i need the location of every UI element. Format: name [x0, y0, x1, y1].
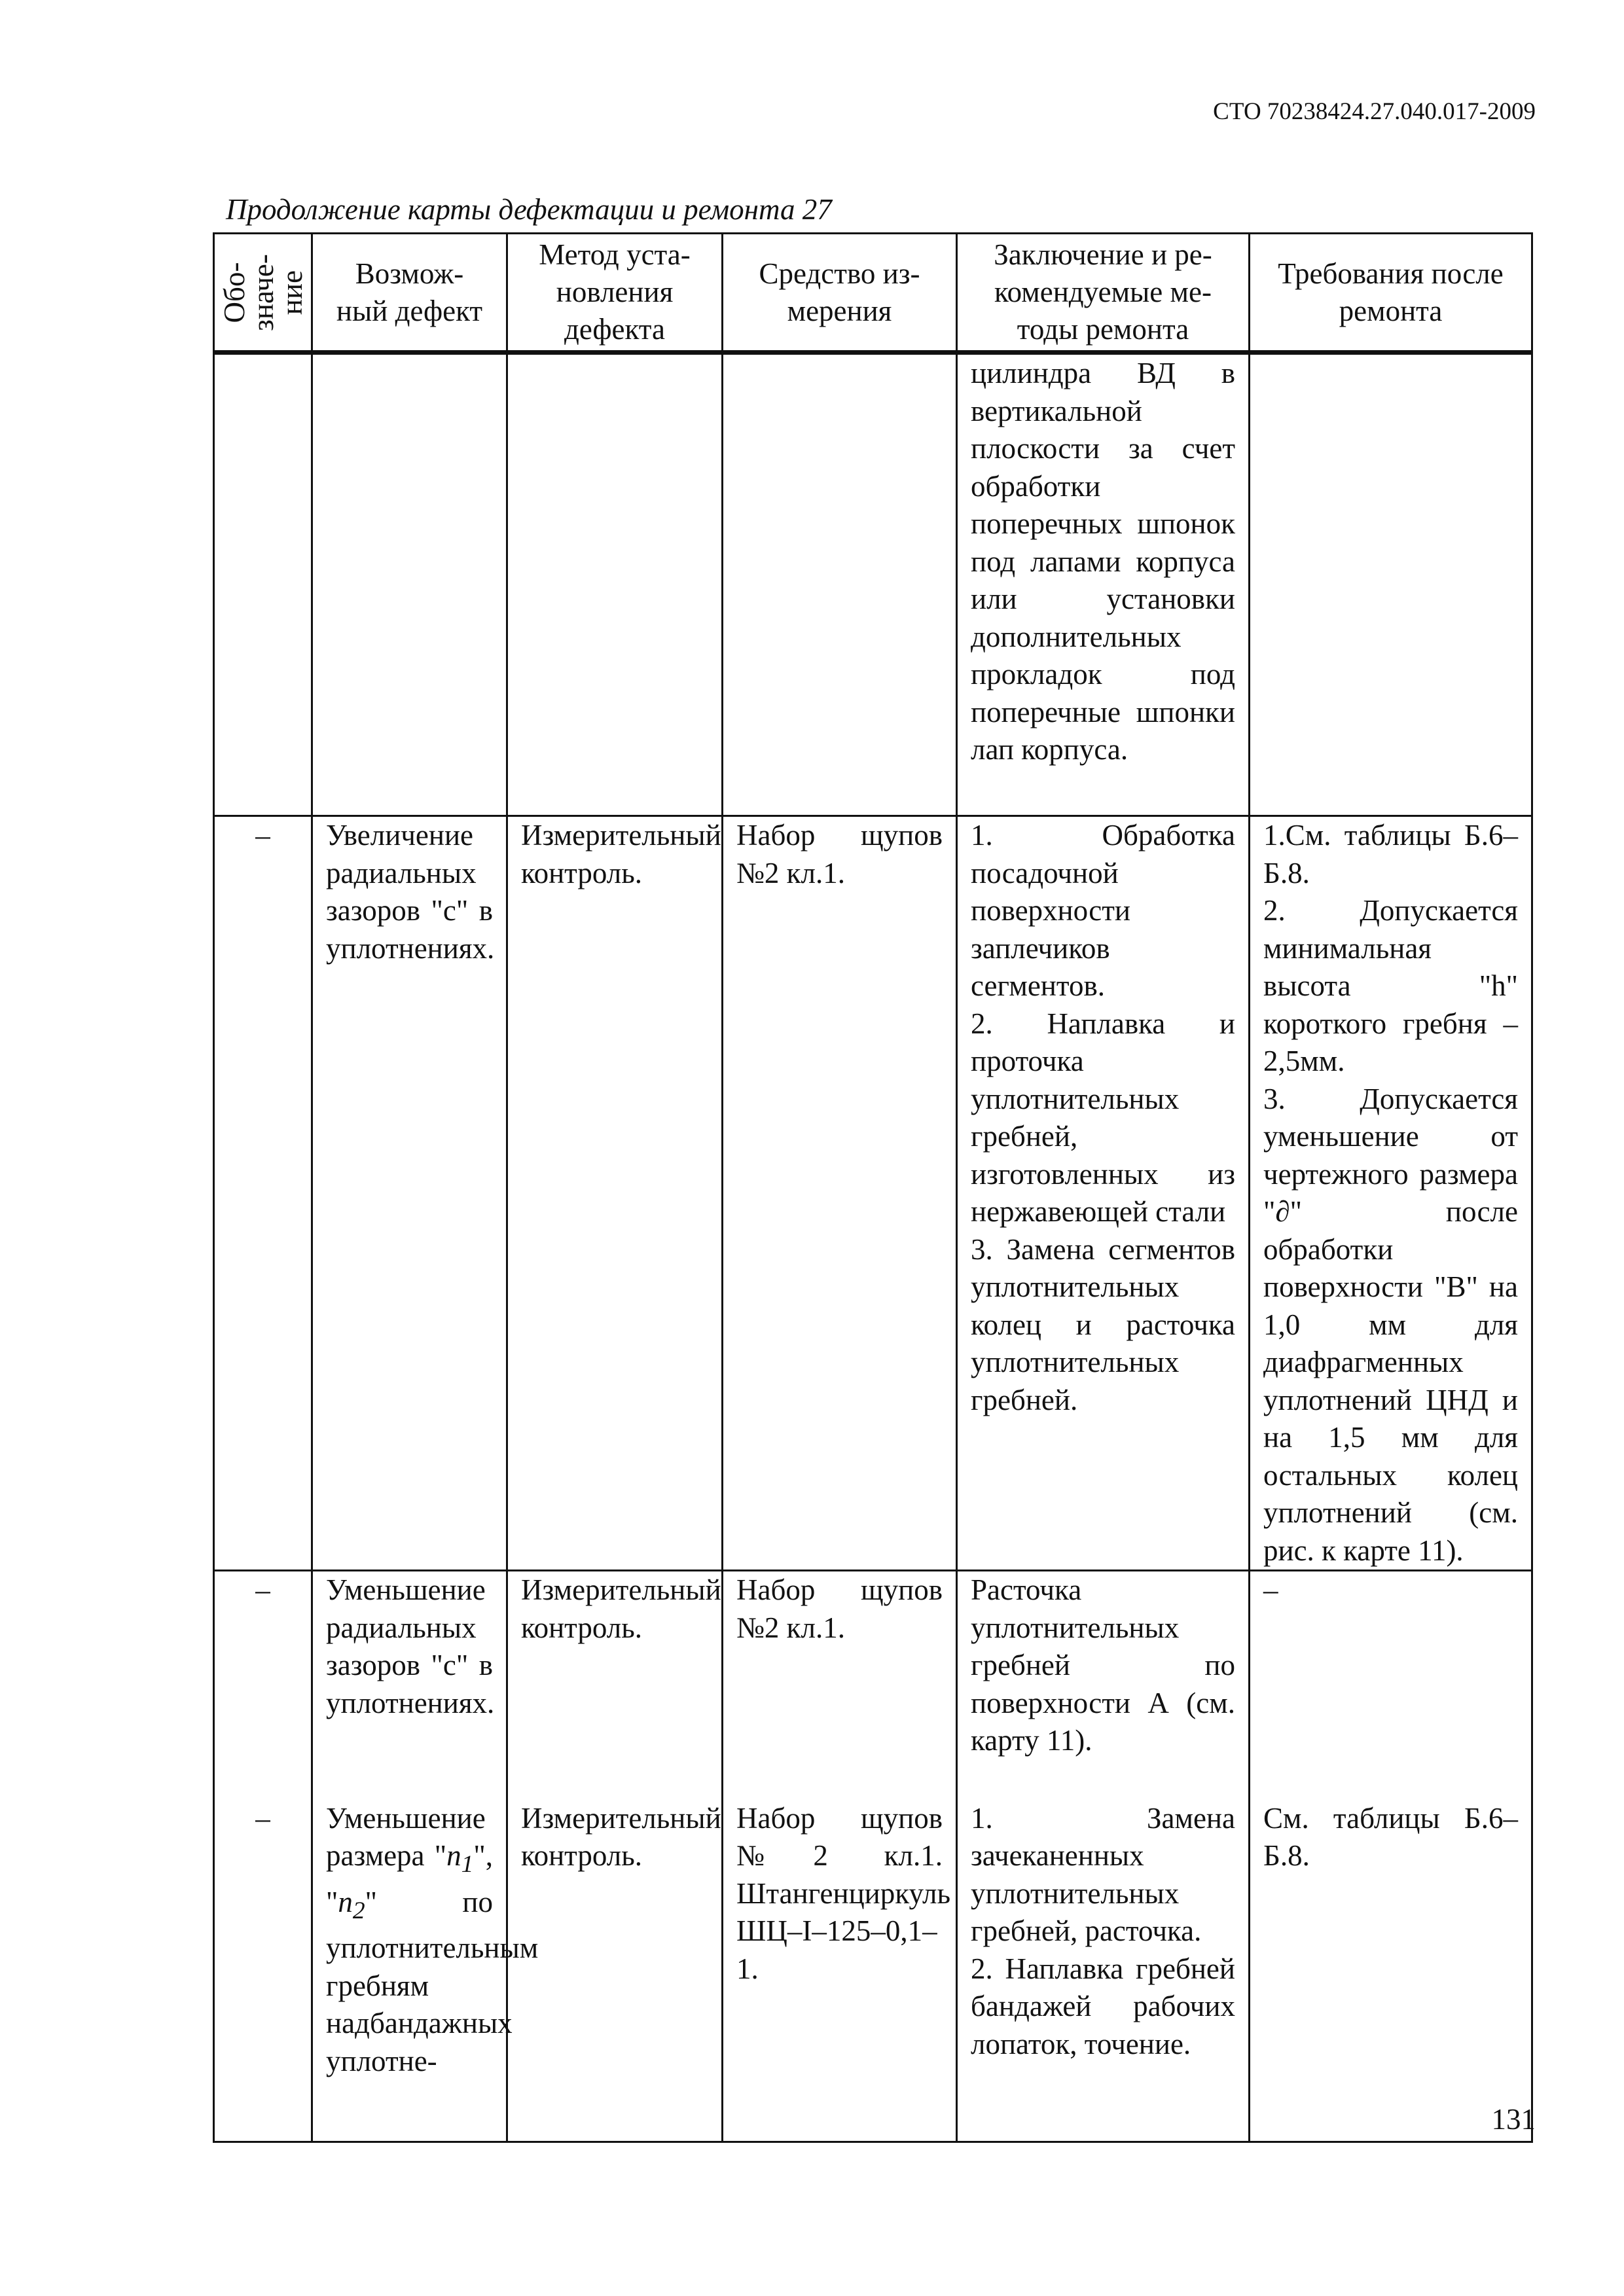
cell-designation: – — [214, 1800, 312, 2142]
col-header-method: Метод уста- новления дефекта — [507, 234, 723, 353]
col-header-conclusion: Заключение и ре- комендуемые ме- тоды ремонта — [957, 234, 1250, 353]
cell-defect: Увеличение радиальных зазоров "с" в уплотнениях. — [312, 816, 507, 1571]
conclusion-item: 3. Замена сегментов уплотнительных колец и расточка уплотнительных гребней. — [971, 1232, 1235, 1416]
n1-subscript: 1 — [461, 1851, 474, 1878]
cell-requirements — [1250, 353, 1532, 816]
table-row — [214, 1571, 1532, 1800]
cell-designation: – — [214, 1571, 312, 1800]
cell-measure — [723, 353, 957, 816]
defect-text-mid: ", " — [326, 1839, 493, 1918]
requirement-item: 2. Допускается минимальная высота "h" короткого гребня – 2,5мм. — [1263, 894, 1518, 1077]
table-row — [214, 1800, 1532, 2142]
conclusion-item: 1. Замена зачеканенных уплотнительных гребней, расточка. — [971, 1801, 1235, 1947]
requirement-item: 3. Допускается уменьшение от чертежного размера "∂" после обработки поверхности "В" на 1,0 мм для диафрагменных уплотнений ЦНД и на 1,5 мм для остальных колец уплотнений (см. рис. к карте 11). — [1263, 1082, 1518, 1567]
table-header-row — [214, 234, 1532, 353]
cell-conclusion: цилиндра ВД в вертикальной плоскости за счет обработки поперечных шпонок под лапами корпуса или установки дополнительных прокладок под поперечные шпонки лап корпуса. — [957, 353, 1250, 816]
cell-defect — [312, 1800, 539, 2142]
cell-method: Измерительный контроль. — [507, 1571, 723, 1800]
page-number: 131 — [1491, 2103, 1536, 2136]
document-code: СТО 70238424.27.040.017-2009 — [1213, 98, 1536, 125]
col-header-requirements: Требования после ремонта — [1250, 234, 1532, 353]
cell-conclusion — [957, 816, 1250, 1571]
defect-repair-table — [213, 232, 1533, 2143]
cell-requirements: – — [1250, 1571, 1532, 1800]
cell-conclusion: Расточка уплотнительных гребней по поверхности А (см. карту 11). — [957, 1571, 1250, 1800]
cell-defect: Уменьшение радиальных зазоров "с" в уплотнениях. — [312, 1571, 507, 1800]
n1-symbol: n — [446, 1839, 461, 1872]
col-header-designation-text: Обо- значе- ние — [217, 253, 308, 331]
table-caption: Продолжение карты дефектации и ремонта 27 — [226, 193, 832, 226]
defect-text-prefix: Уменьшение размера " — [326, 1801, 486, 1872]
col-header-measure: Средство из- мерения — [723, 234, 957, 353]
cell-designation — [214, 353, 312, 816]
cell-designation: – — [214, 816, 312, 1571]
cell-defect — [312, 353, 507, 816]
col-header-defect: Возмож- ный дефект — [312, 234, 507, 353]
conclusion-item: 2. Наплавка гребней бандажей рабочих лопаток, точение. — [971, 1952, 1235, 2060]
cell-conclusion — [957, 1800, 1250, 2142]
cell-requirements: См. таблицы Б.6–Б.8. — [1250, 1800, 1532, 2142]
cell-method: Измерительный контроль. — [507, 1800, 723, 2142]
cell-requirements — [1250, 816, 1532, 1571]
cell-measure: Набор щупов №2 кл.1. Штангенциркуль ШЦ–I–125–0,1–1. — [723, 1800, 957, 2142]
conclusion-item: 2. Наплавка и проточка уплотнительных гребней, изготовленных из нержавеющей стали — [971, 1007, 1235, 1228]
defect-text-suffix: " по уплотнительным гребням надбандажных уплотне- — [326, 1885, 539, 2077]
conclusion-item: 1. Обработка посадочной поверхности заплечиков сегментов. — [971, 819, 1235, 1002]
cell-measure: Набор щупов №2 кл.1. — [723, 1571, 957, 1800]
col-header-designation — [214, 234, 312, 353]
cell-measure: Набор щупов №2 кл.1. — [723, 816, 957, 1571]
requirement-item: 1.См. таблицы Б.6–Б.8. — [1263, 819, 1518, 889]
cell-method: Измерительный контроль. — [507, 816, 723, 1571]
n2-symbol: n — [338, 1885, 353, 1918]
cell-method — [507, 353, 723, 816]
table-row — [214, 353, 1532, 816]
table-row — [214, 816, 1532, 1571]
n2-subscript: 2 — [352, 1897, 365, 1924]
